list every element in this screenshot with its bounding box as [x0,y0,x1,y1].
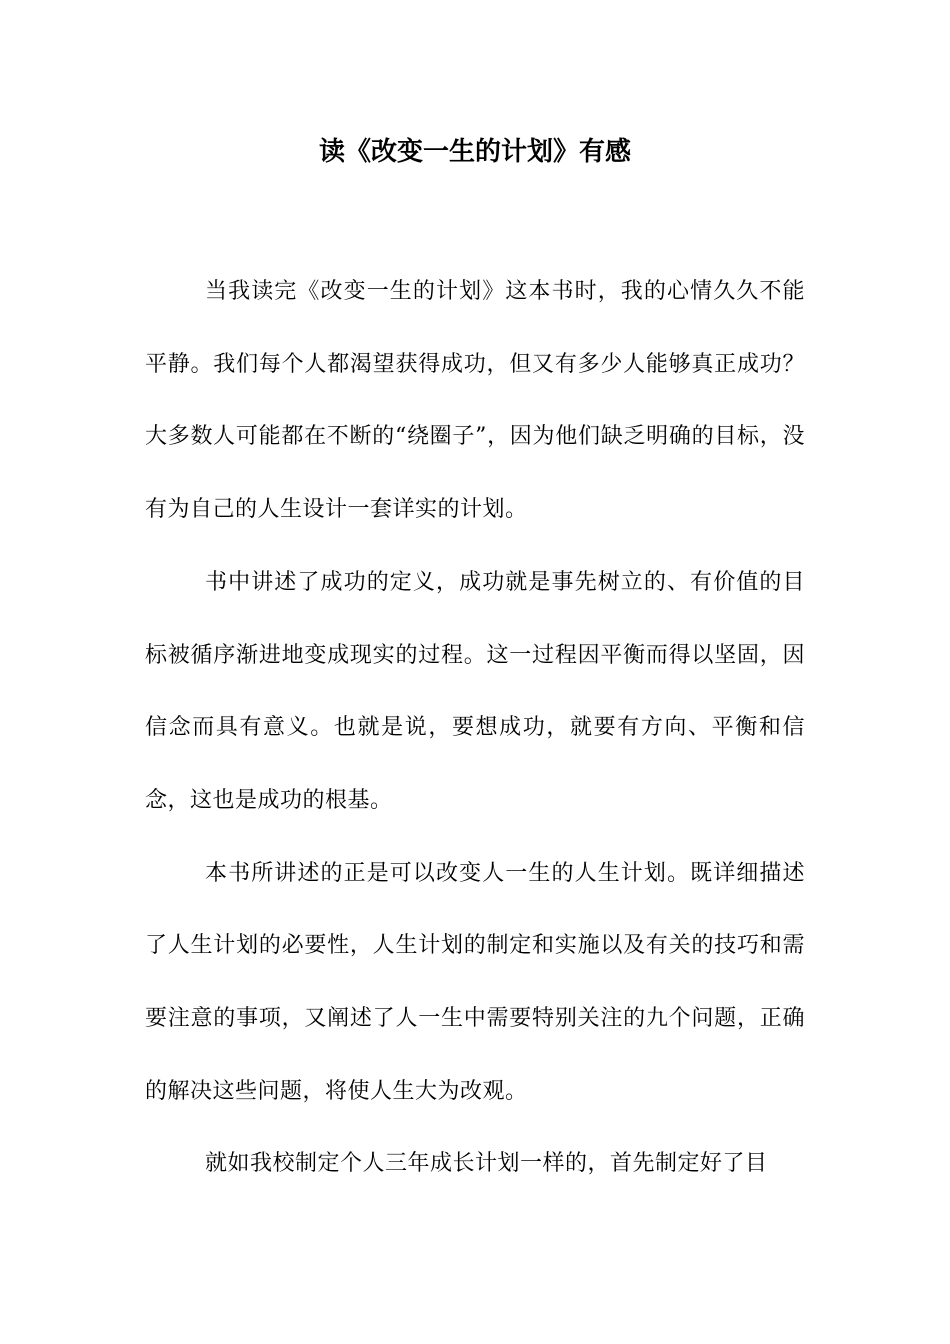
paragraph-1: 当我读完《改变一生的计划》这本书时，我的心情久久不能平静。我们每个人都渴望获得成功，但又有多少人能够真正成功？大多数人可能都在不断的“绕圈子”，因为他们缺乏明确的目标，没有为自己的人生设计一套详实的计划。 [145,279,805,523]
paragraph-3: 本书所讲述的正是可以改变人一生的人生计划。既详细描述了人生计划的必要性，人生计划的制定和实施以及有关的技巧和需要注意的事项，又阐述了人一生中需要特别关注的九个问题，正确的解决这些问题，将使人生大为改观。 [145,860,805,1104]
paragraph-2: 书中讲述了成功的定义，成功就是事先树立的、有价值的目标被循序渐进地变成现实的过程。这一过程因平衡而得以坚固，因信念而具有意义。也就是说，要想成功，就要有方向、平衡和信念，这也是成功的根基。 [145,569,805,813]
paragraph-4: 就如我校制定个人三年成长计划一样的，首先制定好了目 [205,1151,768,1177]
document-body [145,256,805,1201]
document-title: 读《改变一生的计划》有感 [318,137,631,167]
